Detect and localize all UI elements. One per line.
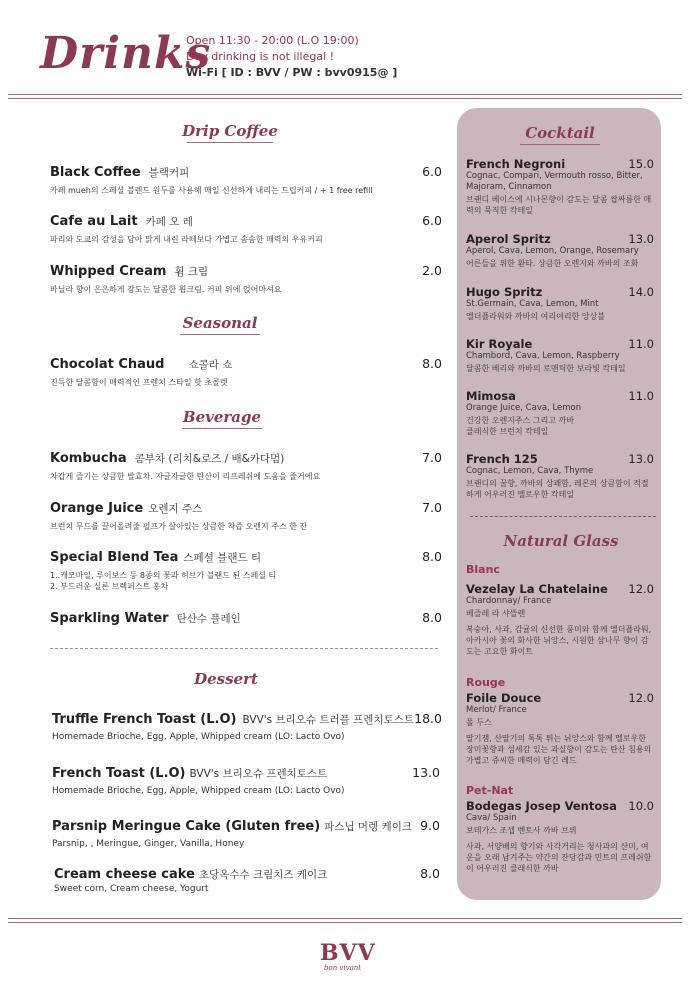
item-name: Aperol Spritz: [466, 232, 551, 246]
menu-item: [50, 500, 442, 532]
item-korean-name: 초당옥수수 크림치즈 케이크: [198, 869, 328, 881]
item-korean-name: 블랙커피: [148, 167, 190, 179]
item-name: Foile Douce: [466, 691, 542, 705]
menu-item: [52, 711, 442, 743]
item-description: 브런치 무드를 끌어올려줄 펄프가 살아있는 상큼한 착즙 오렌지 주스 한 잔: [50, 522, 308, 531]
menu-item: [50, 356, 442, 388]
menu-item: [50, 213, 442, 245]
item-korean-name: 폴 두스: [466, 718, 492, 727]
item-name: Black Coffee: [50, 165, 141, 180]
brand-logo-subtitle: bon vivant: [324, 964, 362, 972]
item-price: 7.0: [422, 450, 442, 465]
item-korean-name: BVV's 브리오슈 트러플 프렌치토스트: [242, 714, 414, 726]
item-price: 8.0: [422, 356, 442, 371]
item-ingredients: Aperol, Cava, Lemon, Orange, Rosemary: [466, 246, 639, 256]
item-korean-name: 오렌지 주스: [148, 503, 203, 515]
section-title-beverage: Beverage: [172, 408, 272, 429]
item-ingredients: Cognac, Lemon, Cava, Thyme: [466, 466, 594, 476]
item-description: 사과, 서양배의 향기와 사각거리는 청사과의 산미, 여운을 오래 남겨주는 약간의 잔당감과 민트의 프레쉬함이 어우러진 클래식한 까바: [466, 842, 652, 873]
section-title-cocktail: Cocktail: [500, 124, 620, 145]
section-title-drip-coffee: Drip Coffee: [170, 122, 290, 143]
cocktail-item: [466, 285, 656, 322]
item-price: 11.0: [628, 389, 654, 403]
menu-item: [52, 818, 440, 850]
item-ingredients: Orange Juice, Cava, Lemon: [466, 403, 582, 413]
footer-divider: [8, 918, 682, 919]
wine-item: [466, 582, 656, 657]
item-korean-name: 휨 크림: [174, 266, 209, 278]
wine-category-petnat: Pet-Nat: [466, 784, 514, 797]
menu-item: [50, 610, 442, 626]
item-description: 진득한 달콤함이 매력적인 프렌치 스타일 핫 초콜렛: [50, 378, 228, 387]
item-name: Mimosa: [466, 389, 516, 403]
cocktail-item: [466, 157, 656, 216]
item-description: 2. 부드러운 실론 브렉퍼스트 홍차: [50, 582, 169, 591]
item-korean-name: BVV's 브리오슈 프렌치토스트: [189, 768, 328, 780]
item-ingredients: Cognac, Compari, Vermouth rosso, Bitter, Majoram, Cinnamon: [466, 171, 643, 192]
item-price: 9.0: [420, 818, 440, 833]
item-description: 건강한 오렌지주스 그리고 까바 클래식한 브런치 칵테일: [466, 416, 575, 436]
item-korean-name: 파스닙 머렝 케이크: [324, 821, 412, 833]
item-description: 달콤한 베리와 까바의 로맨틱한 보라빛 칵테일: [466, 364, 626, 373]
item-description: 어른들을 위한 환타. 상큼한 오렌지와 까바의 조화: [466, 259, 639, 268]
item-name: Cream cheese cake: [54, 867, 195, 882]
header-divider: [8, 98, 682, 99]
item-price: 12.0: [628, 691, 654, 705]
menu-item: [54, 866, 440, 895]
item-name: Whipped Cream: [50, 264, 167, 279]
page-title: Drinks: [40, 28, 212, 79]
item-name: Chocolat Chaud: [50, 357, 165, 372]
menu-item: [50, 450, 442, 482]
item-price: 18.0: [414, 711, 442, 726]
item-price: 7.0: [422, 500, 442, 515]
item-price: 8.0: [420, 866, 440, 881]
menu-item: [50, 164, 442, 196]
item-korean-name: 스페셜 블랜드 티: [183, 552, 262, 564]
item-description: Homemade Brioche, Egg, Apple, Whipped cream (LO: Lacto Ovo): [52, 786, 345, 796]
item-description: Homemade Brioche, Egg, Apple, Whipped cream (LO: Lacto Ovo): [52, 732, 345, 742]
item-origin: Merlot/ France: [466, 705, 527, 715]
section-divider: [50, 648, 438, 649]
item-price: 2.0: [422, 263, 442, 278]
item-description: 카페 mueh의 스페셜 블렌드 원두를 사용해 매일 신선하게 내리는 드립커피 / + 1 free refill: [50, 186, 373, 195]
item-name: Vezelay La Chatelaine: [466, 582, 608, 596]
item-name: French Negroni: [466, 157, 566, 171]
wine-item: [466, 691, 656, 766]
header-divider: [8, 94, 682, 95]
cocktail-item: [466, 452, 656, 500]
item-price: 6.0: [422, 213, 442, 228]
item-ingredients: Chambord, Cava, Lemon, Raspberry: [466, 351, 620, 361]
panel-divider: [470, 516, 656, 517]
item-description: 브랜디의 꿀향, 까바의 상쾌함, 레몬의 상큼함이 적절하게 어우러진 멜로우한 칵테일: [466, 479, 649, 499]
item-description: 딸기잼, 산딸기의 톡톡 튀는 뉘앙스와 함께 멜로우한 장미꽃향과 섬세감 있는 과실향이 감도는 탄산 침용의 가볍고 쥬씨한 매력이 담긴 레드: [466, 734, 652, 765]
item-description: Parsnip, , Meringue, Ginger, Vanilla, Honey: [52, 839, 245, 849]
item-price: 13.0: [628, 232, 654, 246]
menu-item: [50, 263, 442, 295]
slogan: Day drinking is not illegal !: [186, 50, 335, 63]
item-origin: Chardonnay/ France: [466, 596, 552, 606]
wine-category-rouge: Rouge: [466, 676, 506, 689]
item-price: 12.0: [628, 582, 654, 596]
item-description: 파리와 도쿄의 감성을 담아 맑게 내린 라떼보다 가볍고 솜솜한 매력의 우유커피: [50, 235, 323, 244]
menu-item: [52, 765, 440, 797]
item-description: 엘더플라워와 까바의 여리여리한 앙상블: [466, 312, 606, 321]
item-name: Hugo Spritz: [466, 285, 543, 299]
item-price: 10.0: [628, 799, 654, 813]
item-name: Kir Royale: [466, 337, 533, 351]
footer-divider: [8, 922, 682, 923]
item-description: 차갑게 즐기는 상큼한 발효차. 자글자글한 탄산이 리프레쉬에 도움을 줄거에요: [50, 472, 321, 481]
item-description: 브랜디 베이스에 시나몬향이 감도는 달콤 쌉싸름한 매력의 묵직한 칵테일: [466, 195, 652, 215]
cocktail-item: [466, 337, 656, 374]
brand-logo: BVV: [320, 940, 376, 966]
wine-item: [466, 799, 656, 874]
item-korean-name: 카페 오 레: [145, 216, 193, 228]
cocktail-wine-panel: [457, 108, 661, 900]
item-price: 14.0: [628, 285, 654, 299]
item-korean-name: 콤부차 (리치&로즈 / 배&카다멈): [134, 453, 285, 465]
item-korean-name: 쇼콜라 쇼: [188, 359, 233, 371]
item-price: 8.0: [422, 549, 442, 564]
item-name: Orange Juice: [50, 501, 144, 516]
item-name: Cafe au Lait: [50, 214, 138, 229]
item-description: 바닐라 향이 은은하게 감도는 달콤한 휨크림. 커피 위에 얹어마셔요: [50, 285, 282, 294]
section-title-natural-glass: Natural Glass: [503, 532, 619, 550]
item-name: Bodegas Josep Ventosa: [466, 799, 617, 813]
opening-hours: Open 11:30 - 20:00 (L.O 19:00): [186, 34, 359, 47]
item-description: 1..캐모마일, 루이보스 등 8종의 꽃과 허브가 블랜드 된 스페셜 티: [50, 571, 277, 580]
item-price: 13.0: [412, 765, 440, 780]
item-name: Special Blend Tea: [50, 550, 179, 565]
item-price: 6.0: [422, 164, 442, 179]
cocktail-item: [466, 389, 656, 437]
item-description: Sweet corn, Cream cheese, Yogurt: [54, 884, 209, 894]
cocktail-item: [466, 232, 656, 269]
item-name: Parsnip Meringue Cake (Gluten free): [52, 819, 321, 834]
item-name: French Toast (L.O): [52, 766, 186, 781]
item-description: 복숭아, 사과, 감귤의 신선한 풍미와 함께 엘더플라워, 아카시아 꽃의 화사한 뉘앙스, 시원한 삼나무 향이 감도는 고요한 화이트: [466, 625, 652, 656]
section-title-dessert: Dessert: [194, 670, 258, 688]
item-ingredients: St.Germain, Cava, Lemon, Mint: [466, 299, 599, 309]
item-name: Truffle French Toast (L.O): [52, 712, 237, 727]
section-title-seasonal: Seasonal: [170, 314, 270, 335]
item-price: 15.0: [628, 157, 654, 171]
item-price: 13.0: [628, 452, 654, 466]
wine-category-blanc: Blanc: [466, 563, 500, 576]
header-info: [186, 33, 397, 81]
item-origin: Cava/ Spain: [466, 813, 517, 823]
item-price: 11.0: [628, 337, 654, 351]
item-korean-name: 베즐레 라 샤뜰렌: [466, 609, 526, 618]
item-name: Kombucha: [50, 451, 127, 466]
item-korean-name: 탄산수 플레인: [176, 613, 241, 625]
item-korean-name: 보데가스 조셉 벤토사 까바 브뤼: [466, 826, 577, 835]
menu-item: [50, 549, 442, 592]
item-price: 8.0: [422, 610, 442, 625]
item-name: French 125: [466, 452, 538, 466]
wifi-info: Wi-Fi [ ID : BVV / PW : bvv0915@ ]: [186, 66, 398, 79]
item-name: Sparkling Water: [50, 611, 169, 626]
